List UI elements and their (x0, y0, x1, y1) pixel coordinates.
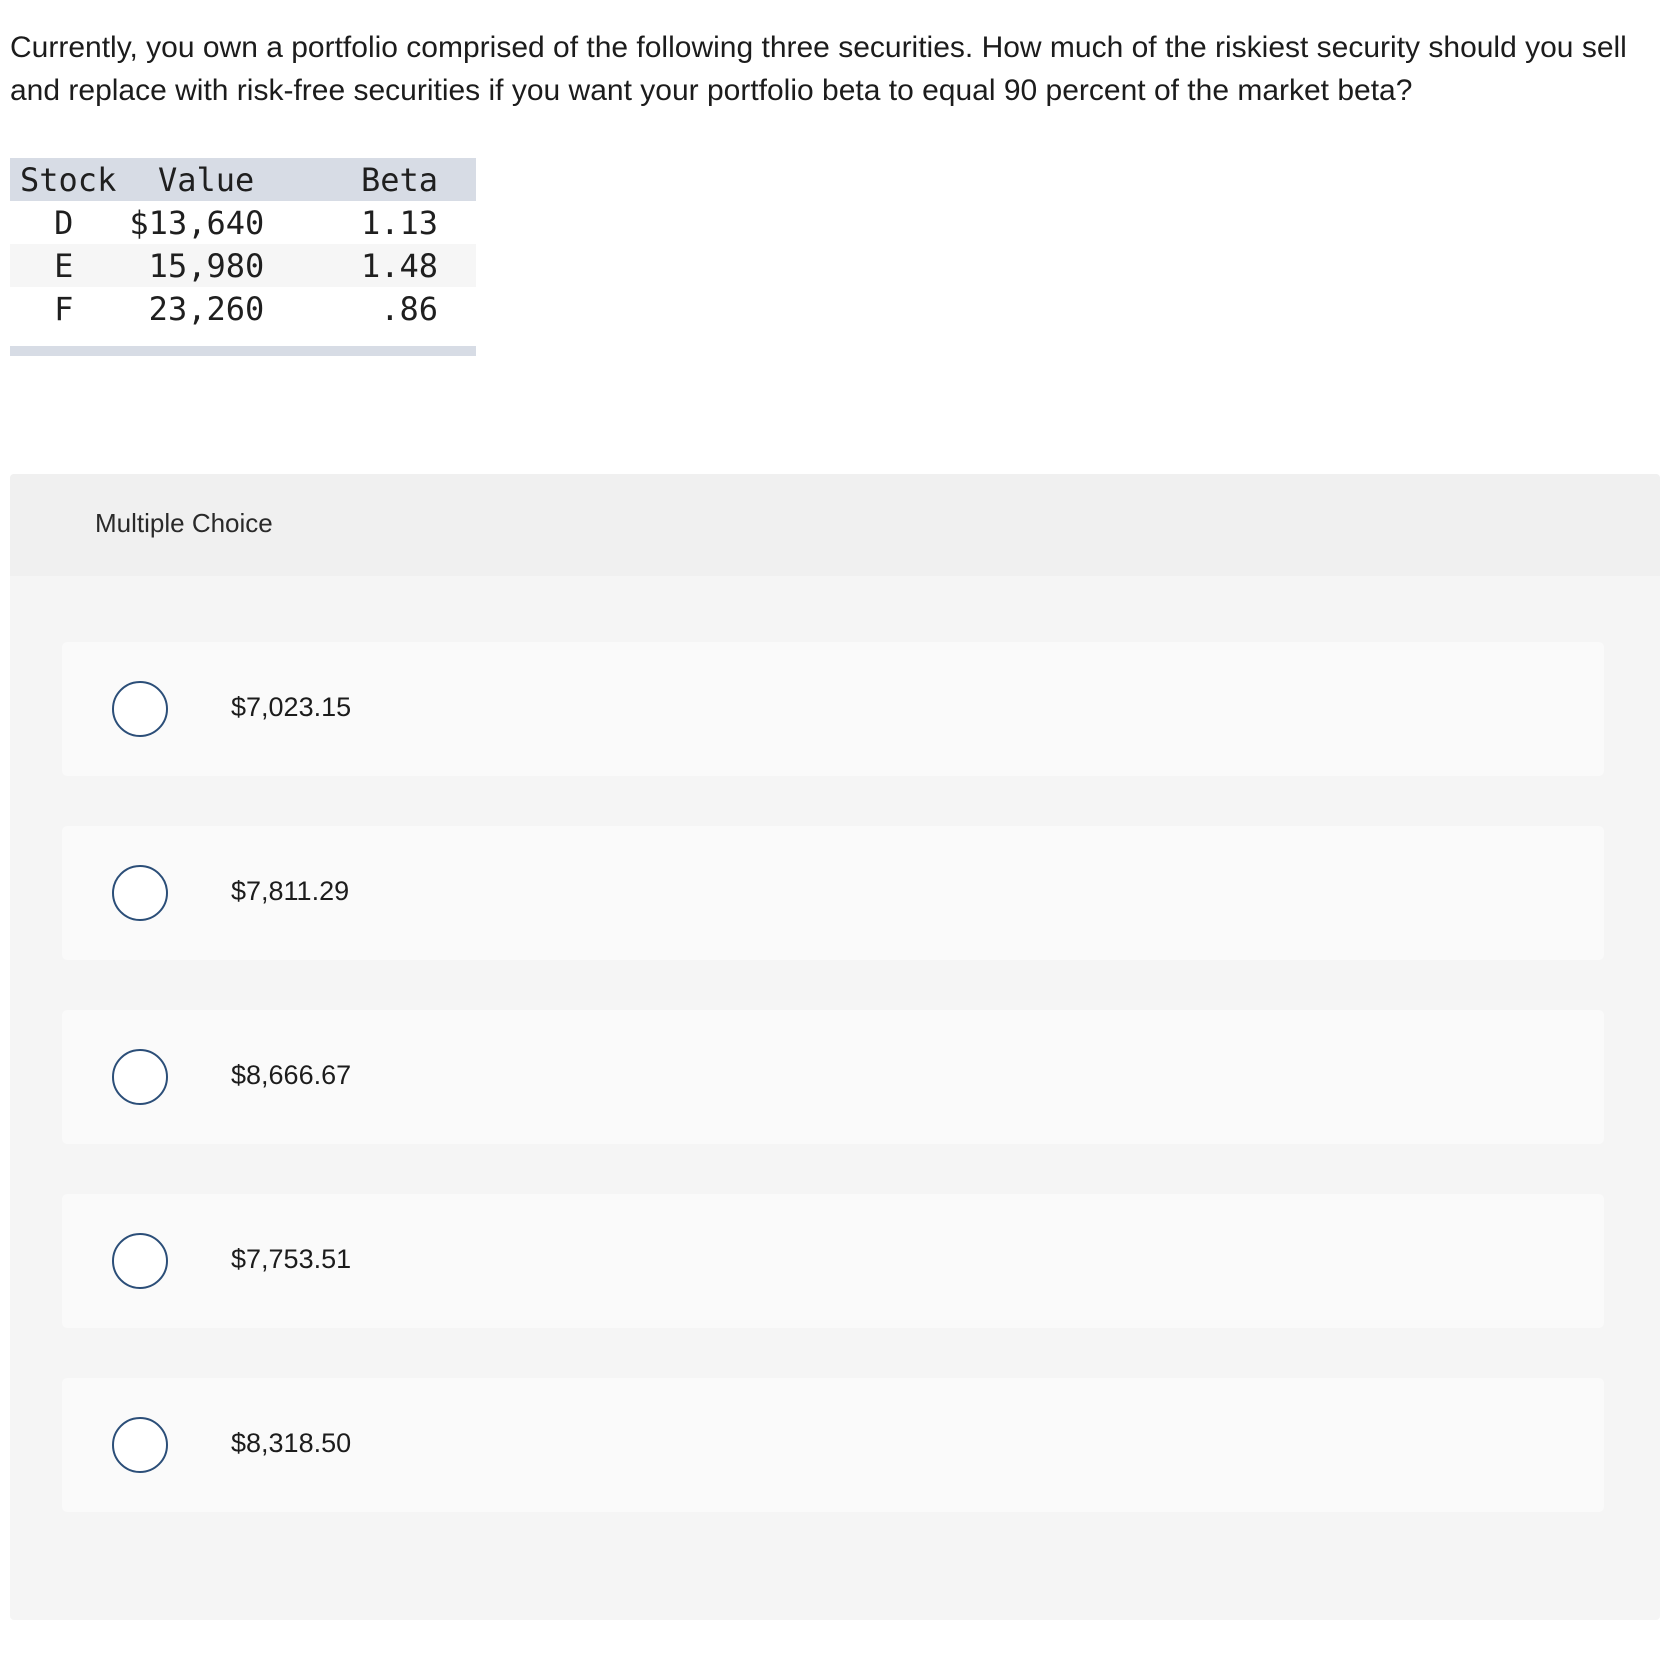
answer-option-label[interactable]: $7,023.15 (231, 692, 352, 722)
answer-option-4[interactable] (62, 1194, 1604, 1328)
radio-button-icon[interactable] (112, 681, 168, 737)
cell-stock: F (54, 289, 74, 328)
answer-option-label[interactable]: $8,666.67 (231, 1060, 352, 1090)
table-header-row (10, 158, 476, 201)
table-row (10, 287, 476, 330)
radio-button-icon[interactable] (112, 1049, 168, 1105)
answer-option-5[interactable] (62, 1378, 1604, 1512)
table-bottom-divider (10, 346, 476, 356)
cell-value: 15,980 (148, 246, 265, 285)
cell-value: $13,640 (129, 203, 265, 242)
radio-button-icon[interactable] (112, 865, 168, 921)
header-value: Value (157, 160, 255, 199)
answer-option-label[interactable]: $8,318.50 (231, 1428, 352, 1458)
multiple-choice-panel (10, 474, 1660, 1620)
question-text: Currently, you own a portfolio comprised of the following three securities. How much of the riskiest security should you sell and replace with risk-free securities if you want your portfolio beta to equal 90 percent of the market beta? (10, 31, 1627, 107)
cell-beta: .86 (380, 289, 438, 328)
radio-button-icon[interactable] (112, 1417, 168, 1473)
table-row (10, 244, 476, 287)
answer-option-3[interactable] (62, 1010, 1604, 1144)
header-stock: Stock (20, 160, 117, 199)
cell-beta: 1.13 (360, 203, 438, 242)
cell-stock: E (54, 246, 74, 285)
answer-option-1[interactable] (62, 642, 1604, 776)
answer-option-label[interactable]: $7,811.29 (231, 876, 350, 906)
radio-button-icon[interactable] (112, 1233, 168, 1289)
multiple-choice-header (10, 474, 1660, 576)
cell-beta: 1.48 (360, 246, 438, 285)
cell-value: 23,260 (148, 289, 265, 328)
multiple-choice-title: Multiple Choice (95, 508, 273, 538)
answer-option-2[interactable] (62, 826, 1604, 960)
cell-stock: D (54, 203, 74, 242)
table-row (10, 201, 476, 244)
answer-option-label[interactable]: $7,753.51 (231, 1244, 352, 1274)
header-beta: Beta (360, 160, 438, 199)
securities-table (10, 158, 476, 330)
